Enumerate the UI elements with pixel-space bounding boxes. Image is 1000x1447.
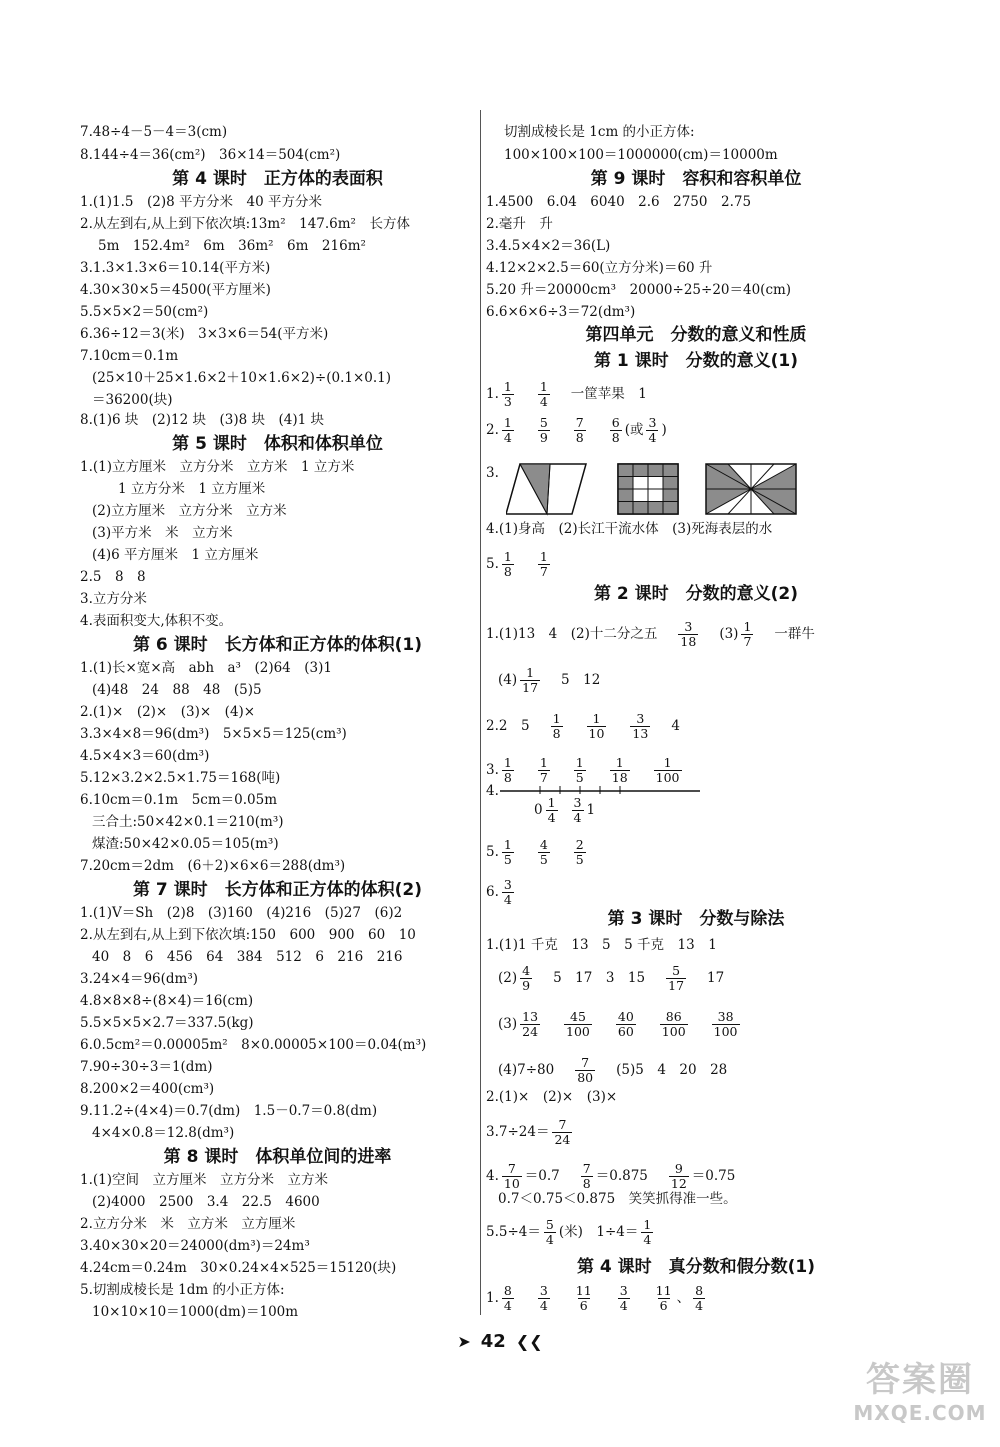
text-line: 2.毫升 升 xyxy=(486,216,553,232)
answer-line: 5. $\frac{1}{8}$ $\frac{1}{7}$ xyxy=(486,549,548,579)
text-line: 5.切割成棱长是 1dm 的小正方体: xyxy=(80,1282,285,1298)
fraction: $\frac{7}{80}$ xyxy=(577,1055,594,1085)
fraction: $\frac{3}{4}$ xyxy=(619,1283,628,1313)
text-line: 4.8×8×8÷(8×4)＝16(cm) xyxy=(80,993,254,1009)
answer-line: 3. $\frac{1}{8}$ $\frac{1}{7}$ $\frac{1}{5}$ $\frac{1}{18}$ $\frac{1}{100}$ xyxy=(486,755,680,785)
section-title: 第 5 课时 体积和体积单位 xyxy=(172,434,383,454)
text-line: 1.(1)长×宽×高 abh a³ (2)64 (3)1 xyxy=(80,660,332,676)
text-line: (2)4000 2500 3.4 22.5 4600 xyxy=(92,1194,320,1210)
fraction: $\frac{1}{8}$ xyxy=(503,549,512,579)
answer-line: 3.7÷24＝ $\frac{7}{24}$ xyxy=(486,1117,571,1147)
fraction: $\frac{1}{4}$ xyxy=(503,415,512,445)
fraction: $\frac{1}{7}$ xyxy=(539,755,548,785)
text-line: 2.从左到右,从上到下依次填:150 600 900 60 10 xyxy=(80,927,416,943)
answer-line: (4)7÷80 $\frac{7}{80}$ (5)5 4 20 28 xyxy=(498,1055,728,1085)
fraction: $\frac{4}{9}$ xyxy=(522,963,531,993)
text-line: 切割成棱长是 1cm 的小正方体: xyxy=(504,124,695,140)
fraction: $\frac{11}{6}$ xyxy=(575,1283,592,1313)
fraction: $\frac{1}{4}$ xyxy=(643,1217,652,1247)
fraction: $\frac{1}{5}$ xyxy=(503,837,512,867)
unit-title: 第四单元 分数的意义和性质 xyxy=(585,325,807,345)
text-line: 100×100×100＝1000000(cm)＝10000m xyxy=(504,147,778,163)
fraction: $\frac{1}{5}$ xyxy=(575,755,584,785)
text-line: 6.10cm＝0.1m 5cm＝0.05m xyxy=(80,792,278,808)
text-line: 2.5 8 8 xyxy=(80,569,146,585)
watermark-logo: 答案圈 MXQE.COM xyxy=(853,1360,987,1425)
text-line: 1.(1)1.5 (2)8 平方分米 40 平方分米 xyxy=(80,194,322,210)
fraction: $\frac{40}{60}$ xyxy=(617,1009,634,1039)
fraction: $\frac{13}{24}$ xyxy=(522,1009,539,1039)
fraction: $\frac{3}{4}$ xyxy=(503,877,512,907)
section-title: 第 8 课时 体积单位间的进率 xyxy=(163,1147,392,1167)
text-line: 5m 152.4m² 6m 36m² 6m 216m² xyxy=(98,238,366,254)
answer-line: (3) $\frac{13}{24}$ $\frac{45}{100}$ $\frac{40}{60}$ $\frac{86}{100}$ $\frac{38}{100}$ xyxy=(498,1009,738,1039)
answer-line: 5.5÷4＝ $\frac{5}{4}$ (米) 1÷4＝ $\frac{1}{4}$ xyxy=(486,1217,652,1247)
text-line: 5.20 升＝20000cm³ 20000÷25÷20＝40(cm) xyxy=(486,282,792,298)
fraction: $\frac{45}{100}$ xyxy=(566,1009,590,1039)
answer-line: 2.2 5 $\frac{1}{8}$ $\frac{1}{10}$ $\frac{3}{13}$ 4 xyxy=(486,711,680,741)
fraction: $\frac{1}{8}$ xyxy=(503,755,512,785)
fraction: $\frac{3}{4}$ xyxy=(648,415,657,445)
text-line: 8.200×2＝400(cm³) xyxy=(80,1081,215,1097)
chevron-left-icon: ❮❮ xyxy=(515,1332,543,1351)
fraction: $\frac{7}{24}$ xyxy=(554,1117,571,1147)
fraction: $\frac{8}{4}$ xyxy=(503,1283,512,1313)
text-line: 4.5×4×3＝60(dm³) xyxy=(80,748,210,764)
text-line: 3.40×30×20＝24000(dm³)＝24m³ xyxy=(80,1238,310,1254)
section-title: 第 7 课时 长方体和正方体的体积(2) xyxy=(132,880,423,900)
shaded-figures xyxy=(506,462,806,516)
number-line xyxy=(500,786,700,796)
text-line: 1.(1)1 千克 13 5 5 千克 13 1 xyxy=(486,937,717,953)
section-title: 第 2 课时 分数的意义(2) xyxy=(593,584,799,604)
text-line: 7.10cm＝0.1m xyxy=(80,348,179,364)
text-line: 7.90÷30÷3＝1(dm) xyxy=(80,1059,213,1075)
text-line: 三合土:50×42×0.1＝210(m³) xyxy=(92,814,284,830)
fraction: $\frac{38}{100}$ xyxy=(713,1009,738,1039)
grid-square-figure xyxy=(618,464,678,514)
answer-prefix: 4. xyxy=(486,783,499,799)
answer-line: (4) $\frac{1}{17}$ 5 12 xyxy=(498,665,601,695)
number-line-labels: 0 $\frac{1}{4}$ $\frac{3}{4}$ 1 xyxy=(534,795,596,825)
text-line: 8.144÷4＝36(cm²) 36×14＝504(cm²) xyxy=(80,147,341,163)
fraction: $\frac{1}{18}$ xyxy=(611,755,628,785)
fraction: $\frac{1}{4}$ xyxy=(547,795,556,825)
text-line: 6.6×6×6÷3＝72(dm³) xyxy=(486,304,636,320)
text-line: 6.0.5cm²＝0.00005m² 8×0.00005×100＝0.04(m³) xyxy=(80,1037,427,1053)
section-title: 第 6 课时 长方体和正方体的体积(1) xyxy=(132,635,423,655)
text-line: 0.7＜0.75＜0.875 笑笑抓得准一些。 xyxy=(498,1191,737,1207)
page-number: ➤ 42 ❮❮ xyxy=(457,1331,543,1352)
fraction: $\frac{86}{100}$ xyxy=(661,1009,686,1039)
text-line: 1.(1)空间 立方厘米 立方分米 立方米 xyxy=(80,1172,329,1188)
fraction: $\frac{9}{12}$ xyxy=(670,1161,687,1191)
answer-line: 1. $\frac{1}{3}$ $\frac{1}{4}$ 一筐苹果 1 xyxy=(486,379,647,409)
text-line: 4.24cm＝0.24m 30×0.24×4×525＝15120(块) xyxy=(80,1260,397,1276)
fraction: $\frac{5}{4}$ xyxy=(545,1217,554,1247)
fraction: $\frac{7}{8}$ xyxy=(575,415,584,445)
text-line: 40 8 6 456 64 384 512 6 216 216 xyxy=(92,949,403,965)
fraction: $\frac{1}{4}$ xyxy=(539,379,548,409)
text-line: 5.12×3.2×2.5×1.75＝168(吨) xyxy=(80,770,281,786)
text-line: 4×4×0.8＝12.8(dm³) xyxy=(92,1125,235,1141)
text-line: 7.48÷4－5－4＝3(cm) xyxy=(80,124,228,140)
text-line: (25×10＋25×1.6×2＋10×1.6×2)÷(0.1×0.1) xyxy=(92,370,392,386)
fraction: $\frac{8}{4}$ xyxy=(695,1283,704,1313)
fraction: $\frac{1}{7}$ xyxy=(743,619,752,649)
parallelogram-figure xyxy=(506,464,586,514)
text-line: 1 立方分米 1 立方厘米 xyxy=(118,481,266,497)
fraction: $\frac{6}{8}$ xyxy=(611,415,620,445)
fraction: $\frac{11}{6}$ xyxy=(655,1283,672,1313)
text-line: 9.11.2÷(4×4)＝0.7(dm) 1.5－0.7＝0.8(dm) xyxy=(80,1103,378,1119)
text-line: 7.20cm＝2dm (6＋2)×6×6＝288(dm³) xyxy=(80,858,346,874)
text-line: 6.36÷12＝3(米) 3×3×6＝54(平方米) xyxy=(80,326,329,342)
text-line: 2.(1)× (2)× (3)× xyxy=(486,1089,618,1105)
chevron-right-icon: ➤ xyxy=(457,1332,471,1351)
text-line: 4.12×2×2.5＝60(立方分米)＝60 升 xyxy=(486,260,713,276)
fraction: $\frac{7}{8}$ xyxy=(582,1161,591,1191)
rectangle-star-figure xyxy=(706,464,796,514)
fraction: $\frac{3}{4}$ xyxy=(573,795,582,825)
text-line: (2)立方厘米 立方分米 立方米 xyxy=(92,503,287,519)
text-line: (3)平方米 米 立方米 xyxy=(92,525,233,541)
column-divider xyxy=(480,110,481,1315)
fraction: $\frac{1}{3}$ xyxy=(503,379,512,409)
section-title: 第 3 课时 分数与除法 xyxy=(607,909,785,929)
text-line: 3.24×4＝96(dm³) xyxy=(80,971,199,987)
answer-line: 4. $\frac{7}{10}$ ＝0.7 $\frac{7}{8}$ ＝0.875 $\frac{9}{12}$ ＝0.75 xyxy=(486,1161,736,1191)
section-title: 第 9 课时 容积和容积单位 xyxy=(590,169,802,189)
answer-line: 5. $\frac{1}{5}$ $\frac{4}{5}$ $\frac{2}{5}$ xyxy=(486,837,584,867)
text-line: 4.(1)身高 (2)长江干流水体 (3)死海表层的水 xyxy=(486,521,773,537)
text-line: 3.3×4×8＝96(dm³) 5×5×5＝125(cm³) xyxy=(80,726,347,742)
fraction: $\frac{1}{10}$ xyxy=(588,711,605,741)
answer-line: 6. $\frac{3}{4}$ xyxy=(486,877,512,907)
text-line: (4)48 24 88 48 (5)5 xyxy=(92,682,262,698)
text-line: 5.5×5×5×2.7＝337.5(kg) xyxy=(80,1015,254,1031)
fraction: $\frac{3}{13}$ xyxy=(632,711,649,741)
text-line: 5.5×5×2＝50(cm²) xyxy=(80,304,209,320)
section-title: 第 4 课时 正方体的表面积 xyxy=(172,169,383,189)
text-line: 2.从左到右,从上到下依次填:13m² 147.6m² 长方体 xyxy=(80,216,410,232)
fraction: $\frac{1}{7}$ xyxy=(539,549,548,579)
text-line: ＝36200(块) xyxy=(92,392,173,408)
text-line: 1.4500 6.04 6040 2.6 2750 2.75 xyxy=(486,194,752,210)
section-title: 第 4 课时 真分数和假分数(1) xyxy=(576,1257,816,1277)
fraction: $\frac{3}{4}$ xyxy=(539,1283,548,1313)
section-title: 第 1 课时 分数的意义(1) xyxy=(593,351,799,371)
text-line: 2.(1)× (2)× (3)× (4)× xyxy=(80,704,256,720)
fraction: $\frac{1}{100}$ xyxy=(655,755,680,785)
fraction: $\frac{1}{8}$ xyxy=(552,711,561,741)
answer-line: 1.(1)13 4 (2)十二分之五 $\frac{3}{18}$ (3) $\frac{1}{7}$ 一群牛 xyxy=(486,619,815,649)
fraction: $\frac{4}{5}$ xyxy=(539,837,548,867)
text-line: 2.立方分米 米 立方米 立方厘米 xyxy=(80,1216,296,1232)
text-line: 3.1.3×1.3×6＝10.14(平方米) xyxy=(80,260,271,276)
text-line: 10×10×10＝1000(dm)＝100m xyxy=(92,1304,299,1320)
fraction: $\frac{5}{9}$ xyxy=(539,415,548,445)
fraction: $\frac{5}{17}$ xyxy=(668,963,685,993)
answer-line: (2) $\frac{4}{9}$ 5 17 3 15 $\frac{5}{17}$ 17 xyxy=(498,963,725,993)
text-line: 8.(1)6 块 (2)12 块 (3)8 块 (4)1 块 xyxy=(80,412,324,428)
text-line: 3.立方分米 xyxy=(80,591,147,607)
text-line: 1.(1)立方厘米 立方分米 立方米 1 立方米 xyxy=(80,459,355,475)
fraction: $\frac{7}{10}$ xyxy=(503,1161,520,1191)
text-line: 3.4.5×4×2＝36(L) xyxy=(486,238,611,254)
answer-line: 3. xyxy=(486,465,499,481)
answer-line: 1. $\frac{8}{4}$ $\frac{3}{4}$ $\frac{11}{6}$ $\frac{3}{4}$ $\frac{11}{6}$ 、 $\frac{8}{4}$ xyxy=(486,1283,704,1313)
answer-line: 2. $\frac{1}{4}$ $\frac{5}{9}$ $\frac{7}{8}$ $\frac{6}{8}$ (或 $\frac{3}{4}$ ) xyxy=(486,415,667,445)
fraction: $\frac{2}{5}$ xyxy=(575,837,584,867)
text-line: (4)6 平方厘米 1 立方厘米 xyxy=(92,547,259,563)
text-line: 4.30×30×5＝4500(平方厘米) xyxy=(80,282,271,298)
fraction: $\frac{3}{18}$ xyxy=(680,619,697,649)
text-line: 4.表面积变大,体积不变。 xyxy=(80,613,233,629)
fraction: $\frac{1}{17}$ xyxy=(522,665,539,695)
text-line: 煤渣:50×42×0.05＝105(m³) xyxy=(92,836,279,852)
text-line: 1.(1)V＝Sh (2)8 (3)160 (4)216 (5)27 (6)2 xyxy=(80,905,403,921)
